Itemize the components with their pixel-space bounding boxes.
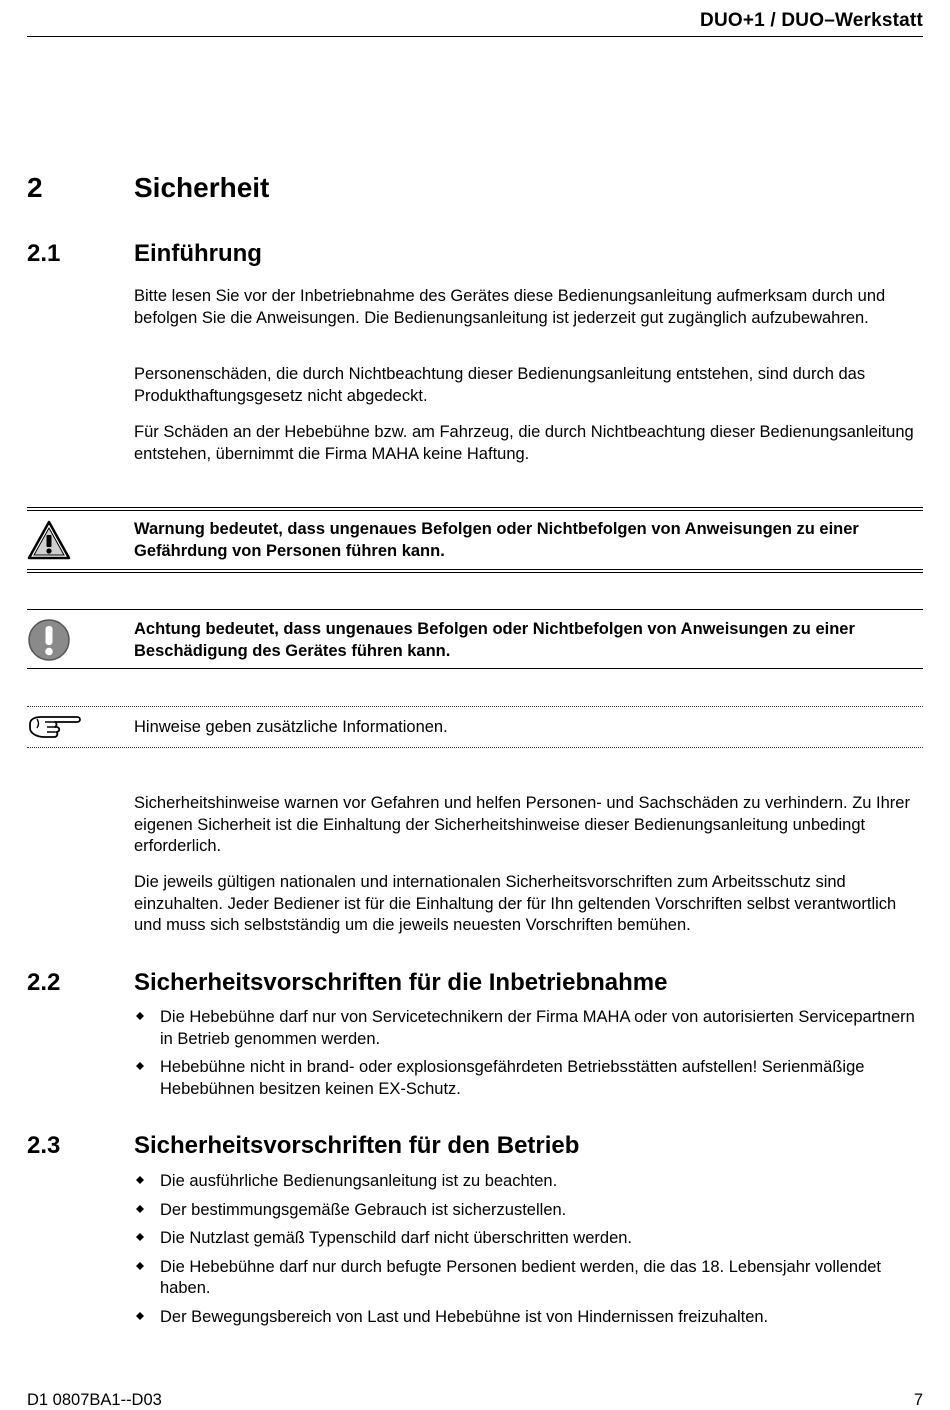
commissioning-rules-list	[134, 1007, 926, 1107]
operation-rules-list	[134, 1171, 926, 1335]
caution-bottom-rule	[27, 668, 923, 669]
hint-text: Hinweise geben zusätzliche Informationen.	[134, 718, 448, 736]
diamond-bullet-icon	[136, 1312, 144, 1320]
section-2-1-number: 2.1	[27, 240, 61, 267]
caution-top-rule	[27, 609, 923, 610]
diamond-bullet-icon	[136, 1062, 144, 1070]
warning-triangle-icon	[27, 520, 71, 560]
diamond-bullet-icon	[136, 1012, 144, 1020]
list-item: Die ausführliche Bedienungsanleitung ist zu beachten.	[134, 1171, 926, 1193]
diamond-bullet-icon	[136, 1233, 144, 1241]
intro-paragraph-3: Für Schäden an der Hebebühne bzw. am Fahrzeug, die durch Nichtbeachtung dieser Bedienungsanleitung entstehen, übernimmt die Firma MAHA keine Haftung.	[134, 423, 914, 463]
exclamation-circle-icon	[27, 618, 71, 662]
section-2-3-title: Sicherheitsvorschriften für den Betrieb	[134, 1132, 580, 1159]
footer-document-id: D1 0807BA1--D03	[27, 1391, 162, 1409]
pointing-hand-icon	[27, 712, 83, 742]
section-2-2-title: Sicherheitsvorschriften für die Inbetriebnahme	[134, 969, 668, 996]
running-header: DUO+1 / DUO–Werkstatt	[700, 10, 923, 31]
list-item: Die Nutzlast gemäß Typenschild darf nicht überschritten werden.	[134, 1228, 926, 1250]
list-item: Hebebühne nicht in brand- oder explosionsgefährdeten Betriebsstätten aufstellen! Serienmäßige Hebebühnen besitzen keinen EX-Schutz.	[134, 1057, 926, 1100]
intro-paragraph-2: Personenschäden, die durch Nichtbeachtung dieser Bedienungsanleitung entstehen, sind durch das Produkthaftungsgesetz nicht abgedeckt.	[134, 365, 866, 405]
intro-paragraph-1: Bitte lesen Sie vor der Inbetriebnahme des Gerätes diese Bedienungsanleitung aufmerksam durch und befolgen Sie die Anweisungen. Die Bedienungsanleitung ist jederzeit gut zugänglich aufzubewahren.	[134, 287, 886, 327]
list-item: Die Hebebühne darf nur durch befugte Personen bedient werden, die das 18. Lebensjahr vollendet haben.	[134, 1257, 926, 1300]
warning-bottom-rule	[27, 569, 923, 573]
safety-paragraph-1: Sicherheitshinweise warnen vor Gefahren und helfen Personen- und Sachschäden zu verhindern. Zu Ihrer eigenen Sicherheit ist die Einhaltung der Sicherheitshinweise dieser Bedienungsanleitung unbedingt erforderlich.	[134, 794, 910, 855]
caution-text: Achtung bedeutet, dass ungenaues Befolgen oder Nichtbefolgen von Anweisungen zu einer Beschädigung des Gerätes führen kann.	[134, 620, 855, 660]
list-item: Der bestimmungsgemäße Gebrauch ist sicherzustellen.	[134, 1200, 926, 1222]
hint-top-rule	[27, 706, 923, 707]
list-item: Der Bewegungsbereich von Last und Hebebühne ist von Hindernissen freizuhalten.	[134, 1307, 926, 1329]
section-2-1-title: Einführung	[134, 240, 262, 267]
safety-paragraph-2: Die jeweils gültigen nationalen und internationalen Sicherheitsvorschriften zum Arbeitsschutz sind einzuhalten. Jeder Bediener ist für die Einhaltung der für Ihn geltenden Vorschriften selbst verantwortlich und muss sich selbstständig um die jeweils neuesten Vorschriften bemühen.	[134, 873, 897, 934]
section-2-3-number: 2.3	[27, 1132, 61, 1159]
footer-page-number: 7	[913, 1391, 923, 1409]
list-item: Die Hebebühne darf nur von Servicetechnikern der Firma MAHA oder von autorisierten Servicepartnern in Betrieb genommen werden.	[134, 1007, 926, 1050]
hint-bottom-rule	[27, 747, 923, 748]
warning-text: Warnung bedeutet, dass ungenaues Befolgen oder Nichtbefolgen von Anweisungen zu einer Gefährdung von Personen führen kann.	[134, 520, 859, 560]
section-2-number: 2	[27, 172, 43, 203]
diamond-bullet-icon	[136, 1262, 144, 1270]
section-2-2-number: 2.2	[27, 969, 61, 996]
warning-top-rule	[27, 507, 923, 511]
header-divider	[27, 36, 923, 37]
diamond-bullet-icon	[136, 1205, 144, 1213]
section-2-title: Sicherheit	[134, 172, 270, 203]
diamond-bullet-icon	[136, 1176, 144, 1184]
